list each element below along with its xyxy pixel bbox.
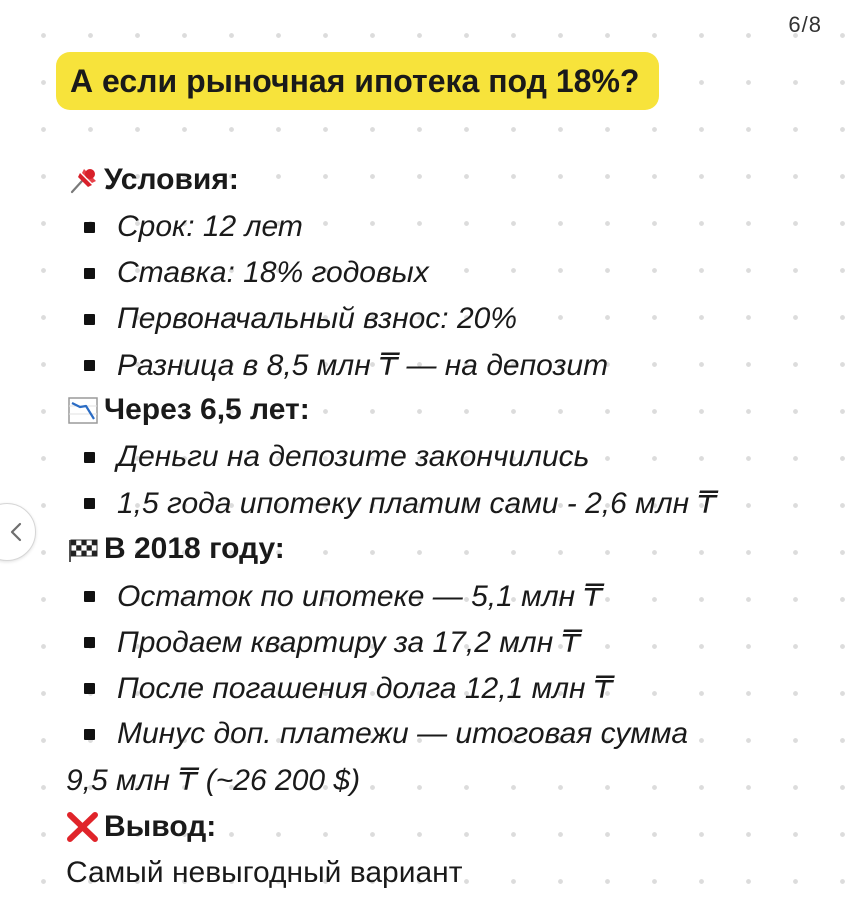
conclusion-heading — [66, 810, 216, 844]
bullet-icon — [84, 314, 95, 325]
bullet-icon — [84, 498, 95, 509]
page-title: А если рыночная ипотека под 18%? — [70, 62, 640, 99]
pushpin-icon — [66, 165, 100, 195]
cross-mark-icon — [66, 812, 100, 842]
after-years-heading-text: Через 6,5 лет: — [104, 393, 310, 426]
previous-slide-button[interactable] — [0, 503, 36, 561]
bullet-icon — [84, 452, 95, 463]
list-item-continuation: 9,5 млн ₸ (~26 200 $) — [66, 764, 361, 797]
list-item: Продаем квартиру за 17,2 млн ₸ — [84, 625, 581, 660]
chevron-left-icon — [9, 522, 23, 542]
in-2018-heading-text: В 2018 году: — [104, 532, 285, 565]
conclusion-text: Самый невыгодный вариант — [66, 856, 463, 889]
list-item: Ставка: 18% годовых — [84, 256, 429, 290]
bullet-icon — [84, 360, 95, 371]
list-item: 1,5 года ипотеку платим сами - 2,6 млн ₸ — [84, 486, 717, 521]
conditions-heading — [66, 163, 239, 197]
bullet-icon — [84, 268, 95, 279]
list-item: Первоначальный взнос: 20% — [84, 302, 517, 336]
after-years-heading — [66, 393, 310, 427]
bullet-icon — [84, 637, 95, 648]
bullet-icon — [84, 591, 95, 602]
title-highlight — [56, 52, 659, 110]
slide-counter: 6/8 — [788, 12, 822, 37]
in-2018-heading — [66, 532, 285, 566]
bullet-icon — [84, 222, 95, 233]
list-item: Остаток по ипотеке — 5,1 млн ₸ — [84, 579, 603, 614]
checkered-flag-icon — [66, 534, 100, 564]
list-item: После погашения долга 12,1 млн ₸ — [84, 671, 613, 706]
list-item: Срок: 12 лет — [84, 210, 303, 244]
conditions-heading-text: Условия: — [104, 163, 239, 196]
list-item: Деньги на депозите закончились — [84, 440, 589, 474]
chart-decreasing-icon — [66, 395, 100, 425]
bullet-icon — [84, 729, 95, 740]
bullet-icon — [84, 683, 95, 694]
list-item: Разница в 8,5 млн ₸ — на депозит — [84, 348, 608, 383]
list-item: Минус доп. платежи — итоговая сумма — [84, 717, 688, 751]
conclusion-heading-text: Вывод: — [104, 810, 217, 843]
